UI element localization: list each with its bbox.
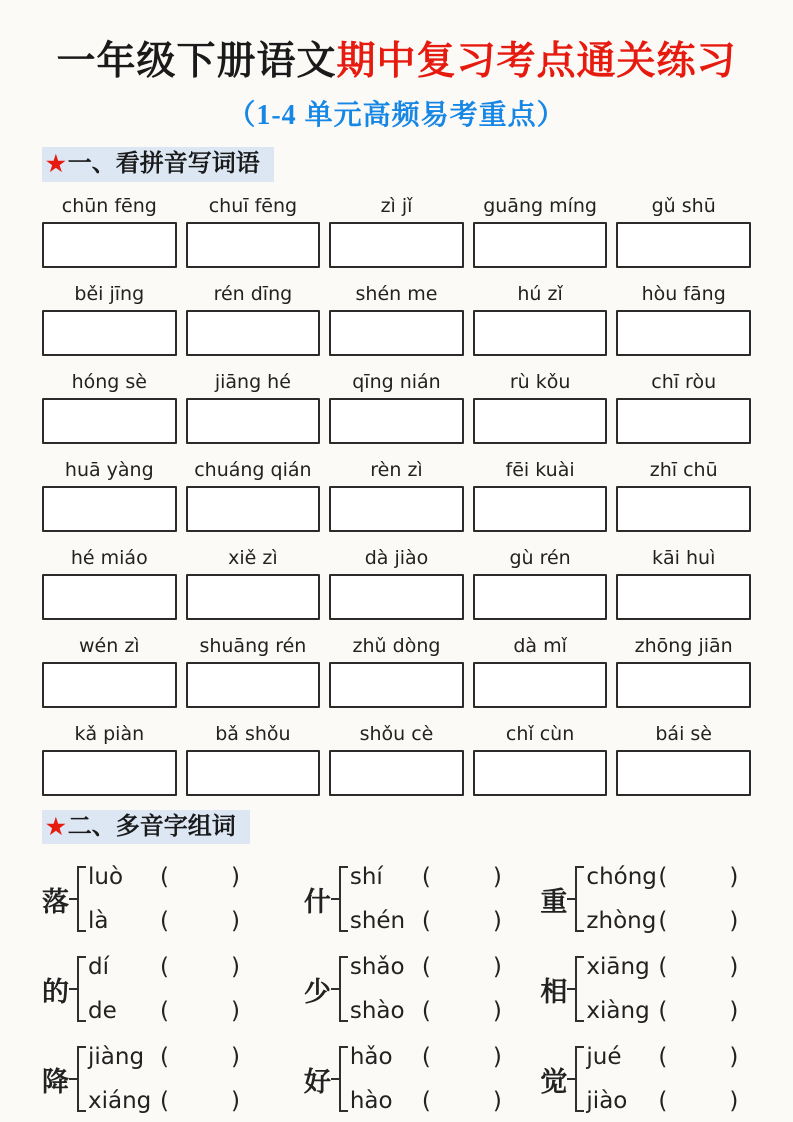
- reading-list: [348, 858, 502, 940]
- pinyin-cell: [473, 456, 608, 532]
- paren-open: (: [658, 1044, 668, 1071]
- paren-open: (: [160, 908, 169, 935]
- answer-box[interactable]: [42, 222, 177, 268]
- pinyin-label: chī ròu: [651, 370, 717, 393]
- answer-box[interactable]: [616, 486, 751, 532]
- pinyin-cell: [473, 720, 608, 796]
- paren-close: ): [492, 908, 502, 935]
- title-accent: 期中复习考点通关练习: [336, 40, 737, 83]
- answer-blank[interactable]: [431, 996, 493, 1026]
- reading-list: [584, 948, 738, 1030]
- reading-line: [350, 992, 502, 1030]
- reading-pinyin: de: [88, 998, 117, 1025]
- pinyin-label: kāi huì: [652, 546, 716, 569]
- reading-pinyin: jué: [586, 1044, 622, 1071]
- answer-box[interactable]: [42, 486, 177, 532]
- brace-connector-line: [69, 1078, 77, 1080]
- paren-close: ): [230, 1088, 240, 1115]
- paren-close: ): [729, 954, 739, 981]
- polyphone-char: 降: [42, 1066, 69, 1097]
- reading-list: [86, 858, 240, 940]
- paren-open: (: [160, 1044, 169, 1071]
- pinyin-label: qīng nián: [352, 370, 441, 393]
- reading-line: [88, 992, 240, 1030]
- reading-line: [586, 1038, 738, 1076]
- answer-box[interactable]: [329, 310, 464, 356]
- paren-close: ): [492, 1088, 502, 1115]
- section-1-header: [42, 147, 274, 182]
- pinyin-cell: [473, 192, 608, 268]
- answer-box[interactable]: [42, 574, 177, 620]
- reading-list: [86, 948, 240, 1030]
- paren-close: ): [230, 864, 240, 891]
- polyphone-char: 好: [303, 1066, 331, 1097]
- answer-box[interactable]: [473, 574, 608, 620]
- polyphone-item: [42, 1038, 278, 1120]
- pinyin-label: xiě zì: [228, 546, 278, 569]
- paren-open: (: [421, 954, 431, 981]
- pinyin-label: kǎ piàn: [74, 722, 145, 745]
- answer-box[interactable]: [329, 222, 464, 268]
- pinyin-label: dà mǐ: [513, 634, 567, 657]
- pinyin-cell: [473, 632, 608, 708]
- polyphone-char: 什: [303, 886, 331, 917]
- polyphone-item: [540, 858, 751, 940]
- answer-box[interactable]: [473, 750, 608, 796]
- bracket-shape: [575, 866, 584, 932]
- pinyin-label: chǐ cùn: [505, 722, 575, 745]
- paren-open: (: [160, 864, 169, 891]
- polyphone-item: [42, 858, 278, 940]
- pinyin-label: hóng sè: [71, 370, 147, 393]
- answer-blank[interactable]: [431, 952, 493, 982]
- answer-box[interactable]: [473, 662, 608, 708]
- paren-open: (: [658, 998, 668, 1025]
- star-icon: ★: [46, 813, 66, 839]
- paren-close: ): [729, 864, 739, 891]
- reading-pinyin: luò: [88, 864, 124, 891]
- page-subtitle: （1-4 单元高频易考重点）: [227, 99, 566, 131]
- pinyin-cell: [186, 720, 321, 796]
- pinyin-label: shǒu cè: [359, 722, 434, 745]
- answer-box[interactable]: [329, 398, 464, 444]
- paren-close: ): [492, 1044, 502, 1071]
- answer-box[interactable]: [329, 750, 464, 796]
- answer-blank[interactable]: [431, 1086, 493, 1116]
- pinyin-label: hú zǐ: [517, 282, 563, 305]
- pinyin-label: huā yàng: [64, 458, 154, 481]
- paren-open: (: [160, 998, 169, 1025]
- paren-open: (: [658, 864, 668, 891]
- pinyin-label: shén me: [355, 282, 438, 305]
- polyphone-item: [540, 1038, 751, 1120]
- paren-close: ): [230, 954, 240, 981]
- pinyin-label: bái sè: [655, 722, 712, 745]
- pinyin-label: běi jīng: [74, 282, 145, 305]
- answer-blank[interactable]: [169, 996, 231, 1026]
- reading-pinyin: xiáng: [88, 1088, 152, 1115]
- paren-close: ): [492, 954, 502, 981]
- answer-box[interactable]: [186, 310, 321, 356]
- paren-close: ): [230, 908, 240, 935]
- paren-open: (: [658, 908, 668, 935]
- paren-open: (: [421, 908, 431, 935]
- pinyin-label: hòu fāng: [641, 282, 726, 305]
- answer-blank[interactable]: [169, 1086, 231, 1116]
- pinyin-cell: [42, 192, 177, 268]
- answer-box[interactable]: [186, 222, 321, 268]
- bracket-shape: [77, 1046, 86, 1112]
- pinyin-cell: [473, 544, 608, 620]
- answer-blank[interactable]: [667, 906, 729, 936]
- reading-pinyin: hǎo: [349, 1044, 393, 1071]
- pinyin-cell: [42, 632, 177, 708]
- reading-line: [88, 902, 240, 940]
- paren-close: ): [492, 864, 502, 891]
- paren-close: ): [729, 908, 739, 935]
- bracket-shape: [339, 866, 348, 932]
- pinyin-cell: [329, 544, 464, 620]
- reading-list: [86, 1038, 240, 1120]
- pinyin-cell: [186, 368, 321, 444]
- answer-box[interactable]: [329, 486, 464, 532]
- pinyin-cell: [616, 368, 751, 444]
- reading-pinyin: là: [88, 908, 109, 935]
- reading-list: [584, 1038, 738, 1120]
- pinyin-label: zì jǐ: [380, 194, 413, 217]
- paren-open: (: [421, 998, 431, 1025]
- reading-line: [350, 858, 502, 896]
- answer-box[interactable]: [616, 750, 751, 796]
- pinyin-label: rù kǒu: [509, 370, 571, 393]
- pinyin-label: dà jiào: [364, 546, 429, 569]
- pinyin-cell: [329, 632, 464, 708]
- answer-box[interactable]: [186, 398, 321, 444]
- polyphone-item: [540, 948, 751, 1030]
- answer-box[interactable]: [616, 574, 751, 620]
- pinyin-cell: [42, 720, 177, 796]
- pinyin-label: zhǔ dòng: [352, 634, 441, 657]
- paren-open: (: [421, 1088, 431, 1115]
- answer-blank[interactable]: [169, 906, 231, 936]
- brace-connector-line: [567, 1078, 575, 1080]
- pinyin-cell: [473, 368, 608, 444]
- pinyin-cell: [42, 368, 177, 444]
- paren-close: ): [230, 998, 240, 1025]
- polyphone-char: 落: [42, 886, 69, 917]
- reading-list: [348, 948, 502, 1030]
- answer-blank[interactable]: [431, 862, 493, 892]
- pinyin-word-grid: [42, 192, 751, 796]
- brace-connector-line: [567, 988, 575, 990]
- reading-pinyin: dí: [88, 954, 109, 981]
- bracket-shape: [575, 956, 584, 1022]
- pinyin-label: zhī chū: [649, 458, 718, 481]
- reading-line: [88, 948, 240, 986]
- polyphone-char: 的: [42, 976, 69, 1007]
- reading-pinyin: xiāng: [586, 954, 650, 981]
- polyphone-char: 少: [303, 976, 331, 1007]
- pinyin-label: chuáng qián: [194, 458, 312, 481]
- reading-line: [88, 1038, 240, 1076]
- pinyin-label: shuāng rén: [199, 634, 307, 657]
- brace-connector-line: [69, 898, 77, 900]
- answer-box[interactable]: [473, 310, 608, 356]
- pinyin-label: gù rén: [509, 546, 571, 569]
- answer-blank[interactable]: [667, 996, 729, 1026]
- polyphone-item: [304, 858, 515, 940]
- reading-pinyin: jiào: [586, 1088, 628, 1115]
- answer-blank[interactable]: [667, 1042, 729, 1072]
- answer-blank[interactable]: [667, 862, 729, 892]
- reading-pinyin: shào: [349, 998, 405, 1025]
- pinyin-label: hé miáo: [70, 546, 148, 569]
- pinyin-cell: [42, 280, 177, 356]
- pinyin-cell: [329, 280, 464, 356]
- paren-close: ): [729, 998, 739, 1025]
- pinyin-label: rén dīng: [213, 282, 293, 305]
- answer-blank[interactable]: [667, 952, 729, 982]
- pinyin-cell: [616, 544, 751, 620]
- bracket-shape: [575, 1046, 584, 1112]
- pinyin-cell: [42, 456, 177, 532]
- pinyin-cell: [186, 632, 321, 708]
- reading-pinyin: shén: [349, 908, 406, 935]
- answer-box[interactable]: [329, 574, 464, 620]
- paren-open: (: [160, 1088, 169, 1115]
- title-main: 一年级下册语文: [56, 40, 337, 83]
- paren-close: ): [230, 1044, 240, 1071]
- answer-box[interactable]: [42, 662, 177, 708]
- pinyin-label: fēi kuài: [505, 458, 575, 481]
- reading-list: [348, 1038, 502, 1120]
- answer-box[interactable]: [473, 486, 608, 532]
- section-2-title: 二、多音字组词: [67, 813, 236, 840]
- bracket-shape: [339, 956, 348, 1022]
- reading-line: [88, 1082, 240, 1120]
- pinyin-cell: [186, 544, 321, 620]
- star-icon: ★: [46, 150, 66, 176]
- reading-line: [350, 1038, 502, 1076]
- pinyin-cell: [329, 720, 464, 796]
- pinyin-label: guāng míng: [483, 194, 597, 217]
- reading-pinyin: chóng: [586, 864, 657, 891]
- answer-box[interactable]: [42, 750, 177, 796]
- page-title: [42, 40, 751, 85]
- pinyin-cell: [616, 632, 751, 708]
- reading-line: [586, 1082, 738, 1120]
- pinyin-cell: [616, 456, 751, 532]
- reading-line: [350, 948, 502, 986]
- pinyin-label: jiāng hé: [214, 370, 291, 393]
- polyphone-char: 觉: [540, 1066, 568, 1097]
- reading-line: [586, 948, 738, 986]
- pinyin-cell: [616, 720, 751, 796]
- pinyin-cell: [329, 368, 464, 444]
- pinyin-label: wén zì: [79, 634, 140, 657]
- pinyin-cell: [186, 456, 321, 532]
- answer-box[interactable]: [186, 750, 321, 796]
- reading-line: [586, 992, 738, 1030]
- polyphone-grid: [42, 858, 751, 1120]
- answer-box[interactable]: [42, 398, 177, 444]
- answer-blank[interactable]: [169, 862, 231, 892]
- answer-blank[interactable]: [667, 1086, 729, 1116]
- reading-line: [586, 902, 738, 940]
- section-2-header: [42, 810, 250, 845]
- pinyin-label: chuī fēng: [208, 194, 298, 217]
- answer-box[interactable]: [186, 486, 321, 532]
- pinyin-cell: [473, 280, 608, 356]
- pinyin-cell: [616, 280, 751, 356]
- pinyin-label: chūn fēng: [61, 194, 157, 217]
- paren-open: (: [658, 1088, 668, 1115]
- answer-box[interactable]: [616, 222, 751, 268]
- reading-pinyin: shǎo: [349, 954, 405, 981]
- answer-box[interactable]: [616, 662, 751, 708]
- answer-blank[interactable]: [431, 906, 493, 936]
- pinyin-cell: [42, 544, 177, 620]
- pinyin-cell: [186, 192, 321, 268]
- answer-box[interactable]: [42, 310, 177, 356]
- brace-connector-line: [331, 898, 339, 900]
- reading-line: [350, 1082, 502, 1120]
- answer-box[interactable]: [329, 662, 464, 708]
- reading-pinyin: zhòng: [586, 908, 657, 935]
- pinyin-label: zhōng jiān: [634, 634, 733, 657]
- reading-line: [350, 902, 502, 940]
- brace-connector-line: [331, 988, 339, 990]
- brace-connector-line: [567, 898, 575, 900]
- reading-pinyin: xiàng: [586, 998, 650, 1025]
- section-1-title: 一、看拼音写词语: [67, 150, 260, 177]
- reading-list: [584, 858, 738, 940]
- answer-box[interactable]: [616, 310, 751, 356]
- reading-line: [586, 858, 738, 896]
- reading-pinyin: jiàng: [88, 1044, 145, 1071]
- reading-line: [88, 858, 240, 896]
- pinyin-label: bǎ shǒu: [215, 722, 291, 745]
- polyphone-item: [304, 1038, 515, 1120]
- pinyin-cell: [186, 280, 321, 356]
- answer-box[interactable]: [473, 398, 608, 444]
- answer-box[interactable]: [616, 398, 751, 444]
- answer-box[interactable]: [473, 222, 608, 268]
- polyphone-item: [42, 948, 278, 1030]
- answer-box[interactable]: [186, 662, 321, 708]
- paren-open: (: [421, 864, 431, 891]
- brace-connector-line: [69, 988, 77, 990]
- paren-close: ): [729, 1088, 739, 1115]
- bracket-shape: [339, 1046, 348, 1112]
- pinyin-cell: [329, 192, 464, 268]
- reading-pinyin: shí: [349, 864, 383, 891]
- answer-blank[interactable]: [169, 1042, 231, 1072]
- pinyin-cell: [329, 456, 464, 532]
- pinyin-label: rèn zì: [370, 458, 423, 481]
- paren-close: ): [492, 998, 502, 1025]
- polyphone-char: 相: [540, 976, 568, 1007]
- pinyin-label: gǔ shū: [651, 194, 716, 217]
- paren-open: (: [160, 954, 169, 981]
- pinyin-cell: [616, 192, 751, 268]
- polyphone-char: 重: [540, 886, 568, 917]
- paren-open: (: [421, 1044, 431, 1071]
- answer-blank[interactable]: [431, 1042, 493, 1072]
- answer-box[interactable]: [186, 574, 321, 620]
- reading-pinyin: hào: [349, 1088, 393, 1115]
- brace-connector-line: [331, 1078, 339, 1080]
- answer-blank[interactable]: [169, 952, 231, 982]
- paren-open: (: [658, 954, 668, 981]
- bracket-shape: [77, 866, 86, 932]
- paren-close: ): [729, 1044, 739, 1071]
- polyphone-item: [304, 948, 515, 1030]
- bracket-shape: [77, 956, 86, 1022]
